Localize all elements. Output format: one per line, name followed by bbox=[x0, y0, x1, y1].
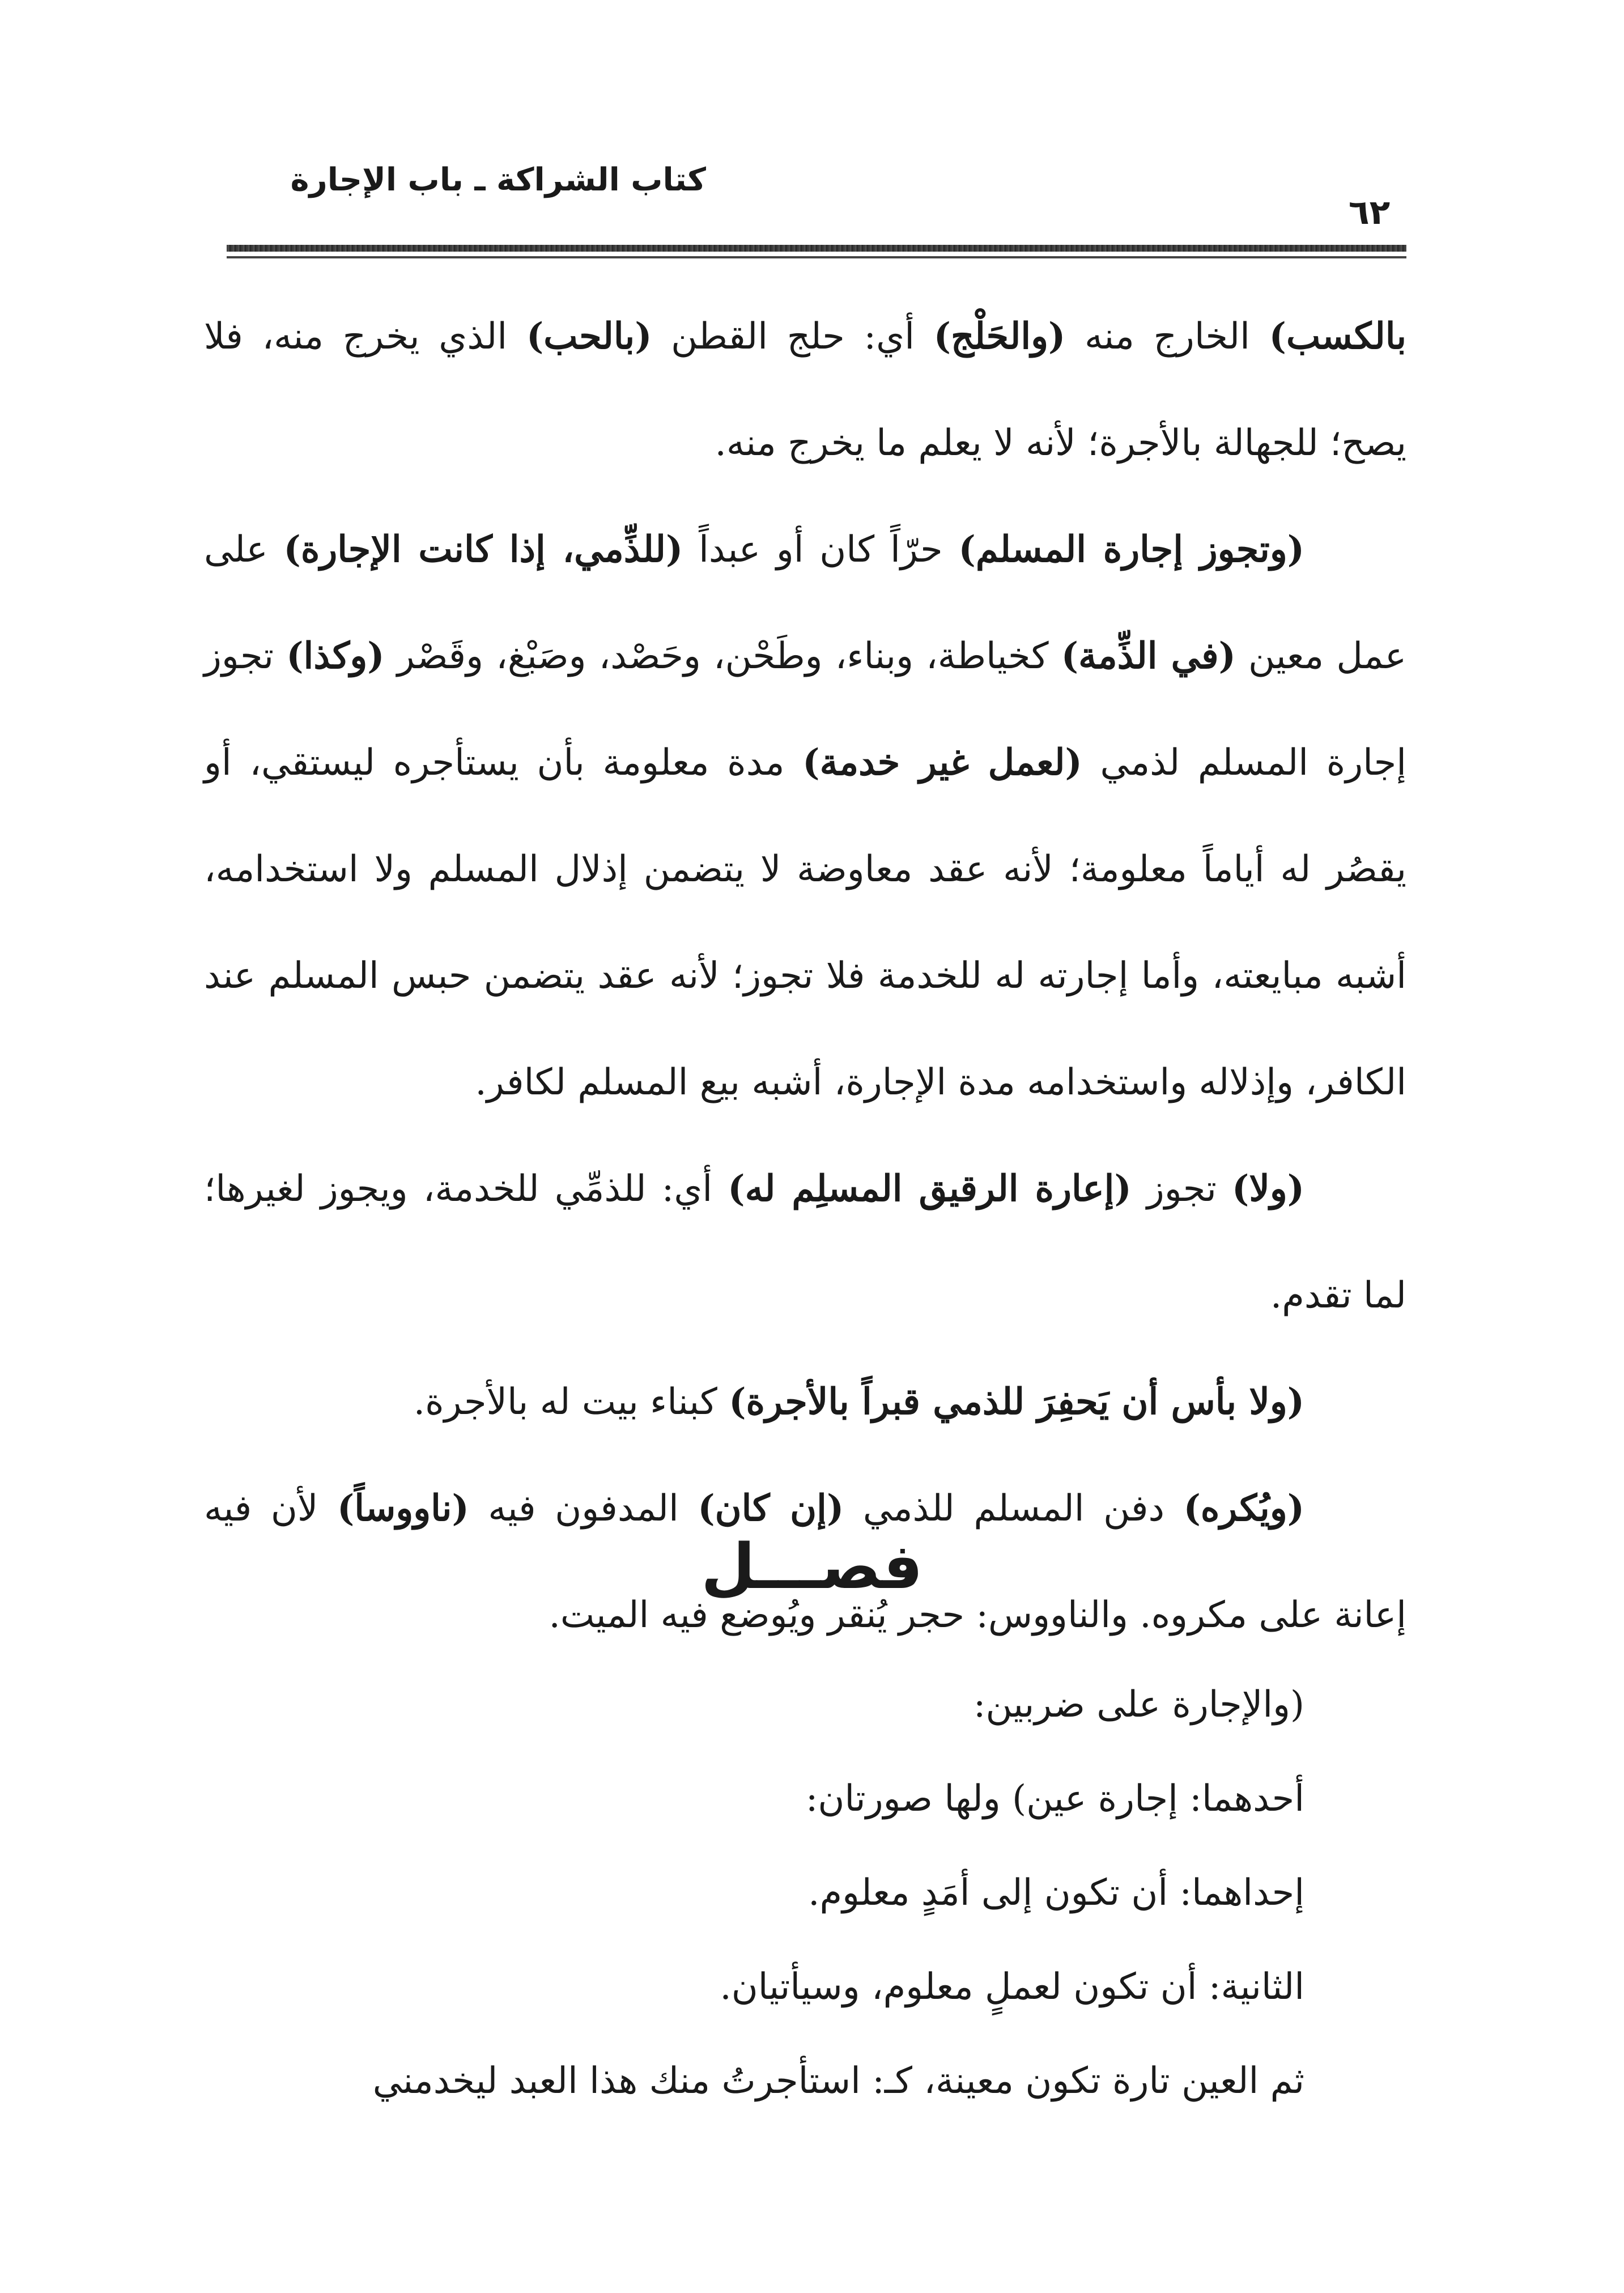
text-segment: تجوز bbox=[1131, 1168, 1232, 1210]
bold-text-segment: بالكسب) bbox=[1269, 315, 1407, 358]
text-segment: كخياطة، وبناء، وطَحْن، وحَصْد، وصَبْغ، وقَصْر bbox=[384, 635, 1061, 677]
bold-text-segment: (والحَلْج) bbox=[933, 315, 1066, 358]
section-line-1: (والإجارة على ضربين: bbox=[973, 1684, 1304, 1726]
bold-text-segment: (للذِّمي، إذا كانت الإجارة) bbox=[283, 528, 683, 571]
header-rule-thin bbox=[227, 256, 1406, 258]
bold-text-segment: (وكذا) bbox=[286, 635, 385, 677]
bold-text-segment: (إن كان) bbox=[698, 1487, 844, 1530]
paragraph-4 bbox=[204, 1349, 1406, 1455]
bold-text-segment: (ولا بأس أن يَحفِرَ للذمي قبراً بالأجرة) bbox=[729, 1381, 1304, 1423]
section-line-5: ثم العين تارة تكون معينة، كـ: استأجرتُ منك هذا العبد ليخدمني bbox=[372, 2060, 1304, 2102]
text-segment: الذي يخرج منه، فلا يصح؛ للجهالة بالأجرة؛ لأنه لا يعلم ما يخرج منه. bbox=[204, 316, 1406, 464]
paragraph-2 bbox=[204, 496, 1406, 1136]
section-heading: فصـــل bbox=[701, 1530, 923, 1603]
running-header-title: كتاب الشراكة ـ باب الإجارة bbox=[290, 162, 706, 198]
page-number: ٦٢ bbox=[1349, 193, 1391, 232]
body-text bbox=[204, 283, 1406, 1668]
text-segment: أي: حلج القطن bbox=[652, 316, 934, 358]
bold-text-segment: (ناووساً) bbox=[337, 1487, 469, 1530]
bold-text-segment: (في الذِّمة) bbox=[1061, 635, 1236, 677]
bold-text-segment: (وتجوز إجارة المسلم) bbox=[958, 528, 1305, 571]
text-segment: دفن المسلم للذمي bbox=[844, 1488, 1184, 1530]
text-segment: على عمل معين bbox=[204, 529, 1406, 677]
section-line-4: الثانية: أن تكون لعملٍ معلوم، وسيأتيان. bbox=[720, 1966, 1304, 2008]
section-text bbox=[204, 1658, 1406, 2128]
section-line-2: أحدهما: إجارة عين) ولها صورتان: bbox=[805, 1778, 1304, 1820]
bold-text-segment: (إعارة الرقيق المسلِم له) bbox=[728, 1167, 1132, 1210]
text-segment: مدة معلومة بأن يستأجره ليستقي، أو يقصُر له أياماً معلومة؛ لأنه عقد معاوضة لا يتضمن إذلال المسلم ولا استخدامه، أشبه مبايعته، وأما إجارته له للخدمة فلا تجوز؛ لأنه عقد يتضمن حبس المسلم عند الكافر، وإذلاله واستخدامه مدة الإجارة، أشبه بيع المسلم لكافر. bbox=[204, 742, 1407, 1103]
paragraph-1 bbox=[204, 283, 1406, 496]
text-segment: لأن فيه إعانة على مكروه. والناووس: حجر يُنقر ويُوضع فيه الميت. bbox=[204, 1488, 1406, 1636]
bold-text-segment: (بالحب) bbox=[526, 315, 652, 358]
bold-text-segment: (لعمل غير خدمة) bbox=[802, 741, 1082, 784]
text-segment: حرّاً كان أو عبداً bbox=[683, 529, 959, 571]
text-segment: المدفون فيه bbox=[469, 1488, 698, 1530]
text-segment: الخارج منه bbox=[1065, 316, 1269, 358]
paragraph-3 bbox=[204, 1136, 1406, 1349]
header-rule bbox=[227, 245, 1406, 252]
bold-text-segment: (ويُكره) bbox=[1183, 1487, 1305, 1530]
text-segment: تجوز إجارة المسلم لذمي bbox=[204, 635, 1407, 784]
text-segment: أي: للذمِّي للخدمة، ويجوز لغيرها؛ لما تقدم. bbox=[204, 1168, 1406, 1317]
text-segment: كبناء بيت له بالأجرة. bbox=[413, 1381, 729, 1423]
bold-text-segment: (ولا) bbox=[1232, 1167, 1305, 1210]
section-line-3: إحداهما: أن تكون إلى أمَدٍ معلوم. bbox=[808, 1872, 1304, 1914]
